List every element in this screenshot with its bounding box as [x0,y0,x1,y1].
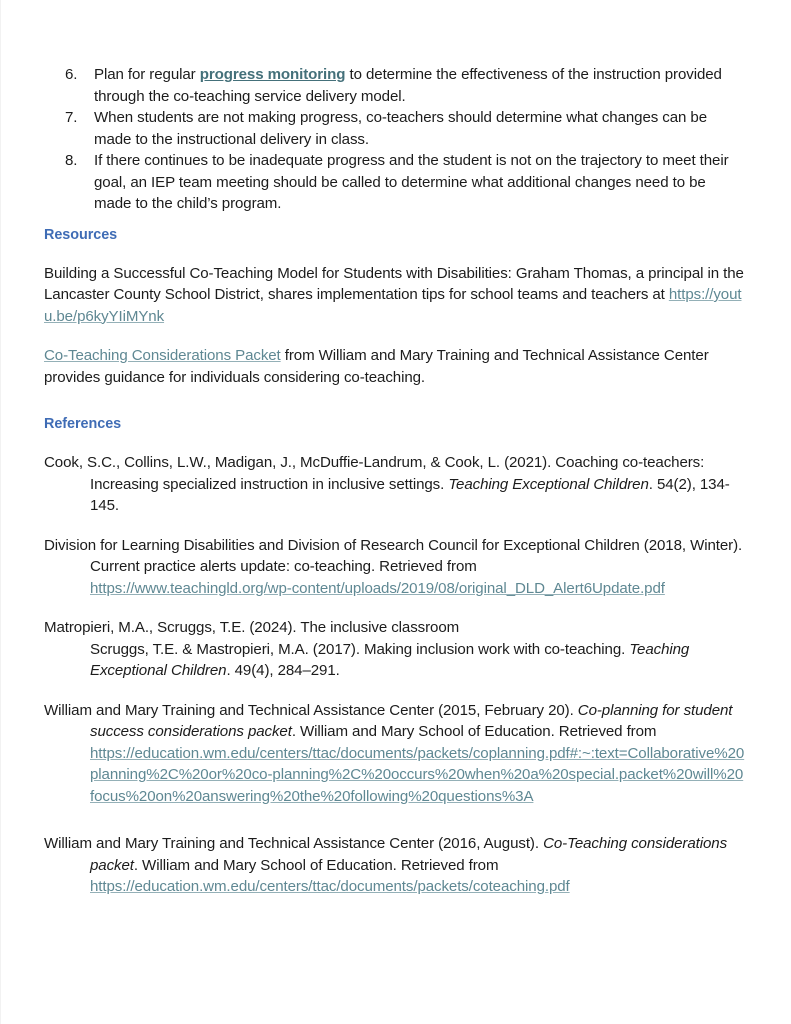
reference-text-part2: . William and Mary School of Education. Retrieved from [291,723,657,740]
reference-text-part1: Cook, S.C., Collins, L.W., Madigan, J., McDuffie-Landrum, & Cook, L. (2021). Coaching co-teachers: Increasing specialized instruction in inclusive settings. [44,454,705,493]
reference-text-part2: . William and Mary School of Education. Retrieved from [133,856,499,874]
coteaching-packet-url-link[interactable]: https://education.wm.edu/centers/ttac/documents/packets/coteaching.pdf [90,878,570,895]
resources-heading: Resources [44,226,118,243]
list-item-number: 6. [65,66,78,83]
reference-entry [44,700,746,808]
list-item [44,107,746,150]
list-item-number: 7. [65,109,78,126]
reference-work-title: Co-Teaching considerations packet [90,835,728,874]
reference-entry [44,535,746,600]
references-heading: References [44,416,122,432]
reference-text-part1: William and Mary Training and Technical Assistance Center (2016, August). [44,835,544,852]
resource-item-packet [44,345,746,388]
progress-monitoring-link[interactable]: progress monitoring [199,66,346,83]
reference-journal-title: Teaching Exceptional Children [448,475,649,493]
teachingld-url-link[interactable]: https://www.teachingld.org/wp-content/uploads/2019/08/original_DLD_Alert6Update.pdf [90,579,665,597]
list-item-text: When students are not making progress, co-teachers should determine what changes can be made to the instructional delivery in class. [94,109,708,148]
reference-text-part1: William and Mary Training and Technical Assistance Center (2015, February 20). [44,701,578,719]
youtube-link[interactable]: https://youtu.be/p6kyYIiMYnk [44,286,742,325]
reference-text-part2: . 54(2), 134-145. [90,475,730,514]
list-item-text-after-link: to determine the effectiveness of the instruction provided through the co-teaching service delivery model. [94,66,722,105]
list-item-number: 8. [65,152,78,169]
reference-journal-title: Teaching Exceptional Children [90,640,690,679]
reference-text-part1: Division for Learning Disabilities and Division of Research Council for Exceptional Children (2018, Winter). Current practice alerts update: co-teaching. Retrieved from [44,536,743,575]
reference-line2-part2: . 49(4), 284–291. [226,662,340,679]
reference-entry [44,833,746,898]
resource-trail-text: from William and Mary Training and Technical Assistance Center provides guidance for individuals considering co-teaching. [44,347,709,386]
list-item [44,150,746,215]
resource-item-youtube [44,263,746,328]
reference-entry [44,452,746,517]
reference-entry [44,617,746,682]
co-teaching-considerations-packet-link[interactable]: Co-Teaching Considerations Packet [44,347,281,364]
reference-line1: Matropieri, M.A., Scruggs, T.E. (2024). The inclusive classroom [44,619,460,636]
reference-line2 [90,639,746,682]
list-item [44,64,746,107]
resource-lead-text: Building a Successful Co-Teaching Model for Students with Disabilities: Graham Thomas, a principal in the Lancaster County School District, shares implementation tips for school teams and teachers at [44,264,744,303]
page-left-edge [0,0,1,1024]
reference-line2-part1: Scruggs, T.E. & Mastropieri, M.A. (2017). Making inclusion work with co-teaching. [90,640,630,658]
list-item-text: If there continues to be inadequate progress and the student is not on the trajectory to meet their goal, an IEP team meeting should be called to determine what additional changes need to be made to the child’s program. [94,152,729,212]
reference-work-title: Co-planning for student success considerations packet [90,701,733,740]
document-content [44,64,746,898]
numbered-list [44,64,746,215]
coplanning-packet-url-link[interactable]: https://education.wm.edu/centers/ttac/documents/packets/coplanning.pdf#:~:text=Collaborative%20planning%2C%20or%20co-planning%2C%20occurs%20when%20a%20special.packet%20will%20focus%20on%20answering%20the%20following%20questions%3A [90,744,745,805]
list-item-text-before-link: Plan for regular [94,66,200,83]
